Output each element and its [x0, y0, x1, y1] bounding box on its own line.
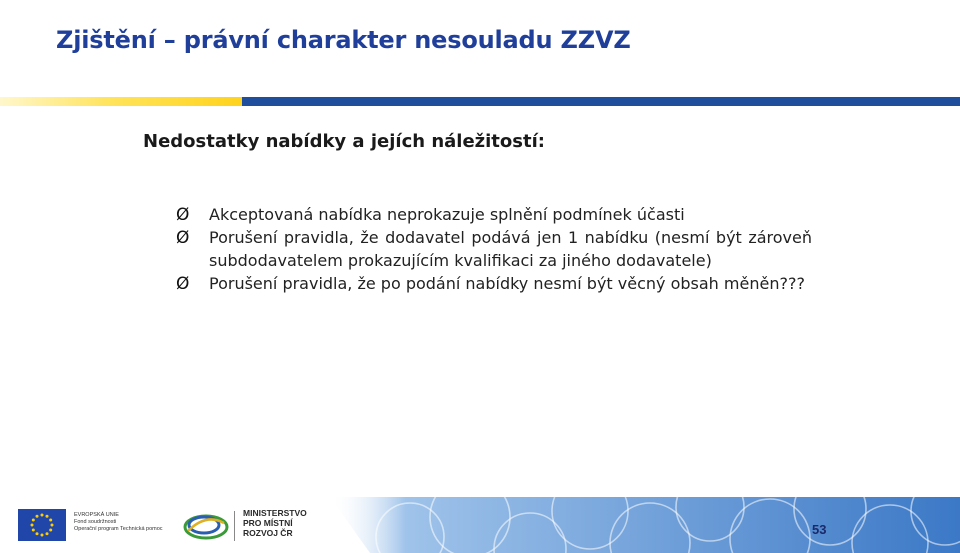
bullet-item: [176, 227, 812, 272]
arrow-bullet-icon: Ø: [176, 205, 190, 225]
footer-logos: [16, 505, 326, 547]
slide-title: Zjištění – právní charakter nesouladu ZZVZ: [56, 26, 631, 54]
bullet-list: [176, 204, 812, 296]
logo-divider: [234, 511, 235, 541]
bullet-text: Akceptovaná nabídka neprokazuje splnění podmínek účasti: [209, 205, 685, 224]
mmr-logo-icon: [182, 511, 230, 541]
header-accent-bar-yellow: [0, 97, 248, 106]
arrow-bullet-icon: Ø: [176, 228, 190, 248]
footer-decorative-band: [330, 497, 960, 553]
bullet-text: Porušení pravidla, že po podání nabídky nesmí být věcný obsah měněn???: [209, 273, 805, 293]
arrow-bullet-icon: Ø: [176, 273, 190, 294]
circles-pattern-icon: [330, 497, 960, 553]
bullet-item: [176, 204, 812, 227]
page-number: 53: [812, 522, 827, 537]
ministry-label: MINISTERSTVO PRO MÍSTNÍ ROZVOJ ČR: [243, 508, 307, 538]
bullet-item: [176, 273, 812, 296]
eu-fund-label: EVROPSKÁ UNIE Fond soudržnosti Operační program Technická pomoc: [74, 512, 163, 532]
bullet-text: Porušení pravidla, že dodavatel podává jen 1 nabídku (nesmí být zároveň subdodavatelem prokazujícím kvalifikaci za jiného dodavatele): [209, 228, 812, 270]
eu-flag-icon: [18, 509, 66, 541]
header-accent-bar-blue: [242, 97, 960, 106]
section-heading: Nedostatky nabídky a jejích náležitostí:: [143, 131, 545, 152]
